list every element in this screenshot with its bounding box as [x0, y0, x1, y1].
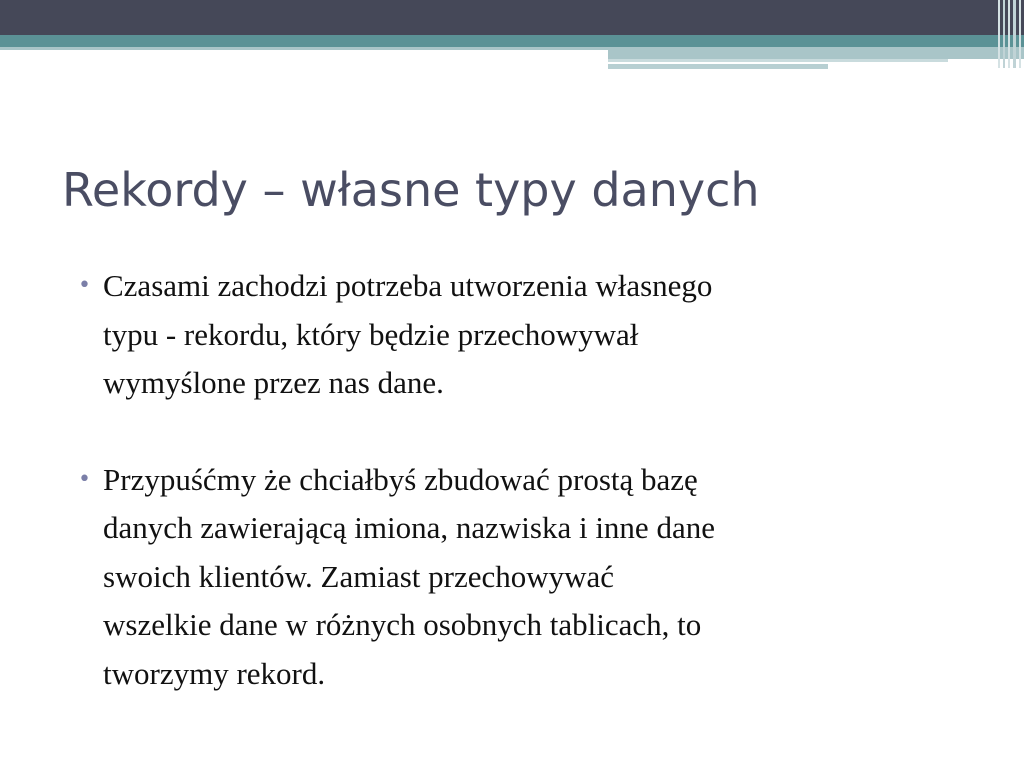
decorative-stripe	[1013, 0, 1016, 68]
text-line: wszelkie dane w różnych osobnych tablicach, to	[103, 607, 702, 642]
bullet-text	[103, 456, 978, 699]
decorative-stripe	[1019, 0, 1021, 68]
decorative-stripe	[1003, 0, 1005, 68]
bullet-list	[78, 262, 978, 698]
text-line: wymyślone przez nas dane.	[103, 365, 444, 400]
header-light-band	[608, 64, 828, 69]
text-line: typu - rekordu, który będzie przechowywał	[103, 316, 639, 352]
bullet-item	[78, 456, 978, 699]
text-line: danych zawierającą imiona, nazwiska i inne dane	[103, 510, 715, 545]
header-vertical-stripes	[994, 0, 1024, 68]
text-line: Przypuśćmy że chciałbyś zbudować prostą bazę	[103, 461, 698, 497]
header-light-band	[0, 47, 608, 50]
header-light-band	[608, 59, 948, 62]
text-line: tworzymy rekord.	[103, 655, 326, 691]
text-line: swoich klientów. Zamiast przechowywać	[103, 558, 615, 594]
header-teal-band	[0, 35, 1024, 47]
header-dark-band	[0, 0, 1024, 35]
bullet-icon: •	[78, 466, 91, 492]
bullet-text	[103, 262, 978, 408]
bullet-icon: •	[78, 273, 91, 298]
slide-title: Rekordy – własne typy danych	[62, 163, 760, 217]
decorative-stripe	[998, 0, 1000, 68]
header-light-band	[608, 47, 1024, 59]
text-line: Czasami zachodzi potrzeba utworzenia własnego	[103, 268, 713, 303]
decorative-stripe	[1008, 0, 1010, 68]
bullet-item	[78, 262, 978, 408]
